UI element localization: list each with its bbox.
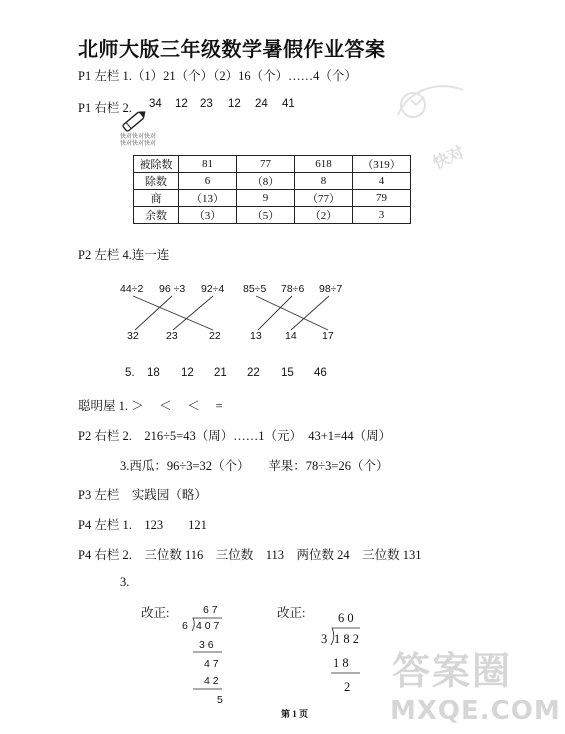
p1-right-value: 12 [175,98,188,110]
div1-sub2: 4 2 [204,675,219,687]
match-bottom-3: 22 [209,330,221,342]
q5-value: 22 [247,367,260,379]
watermark-url: MXQE.COM [390,696,561,726]
q5-value: 12 [181,367,194,379]
q5-value: 21 [214,367,227,379]
div2-divisor: 3 [321,632,328,646]
div1-sub1: 3 6 [199,639,214,651]
table-cell: 余数 [134,207,179,224]
table-cell: 6 [179,173,237,190]
div2-quotient: 6 0 [338,611,354,625]
table-cell: （2） [295,207,353,224]
watermark-corner-text: 快对 [429,142,467,173]
q5-value: 46 [314,367,327,379]
table-cell: 除数 [134,173,179,190]
p3-left: P3 左栏 实践园（略） [78,488,207,502]
table-cell: 3 [353,207,411,224]
correction-label: 改正: [141,606,170,620]
div1-divisor: 6 [182,620,188,632]
table-cell: 4 [353,173,411,190]
match-top-6: 98÷7 [319,283,343,295]
page-number: 第 1 页 [281,709,309,719]
smart-room: 聪明屋 1. ＞ ＜ ＜ = [78,399,223,413]
match-top-4: 85÷5 [243,283,267,295]
div2-remainder: 2 [344,680,351,694]
match-bottom-4: 13 [250,330,262,342]
match-bottom-1: 32 [127,330,139,342]
p1-right-value: 12 [228,98,241,110]
table-cell: （319） [353,156,411,173]
watermark-logo: 答案圈 [392,649,513,693]
match-top-2: 96 ÷3 [159,283,186,295]
table-cell: （5） [237,207,295,224]
table-cell: （8） [237,173,295,190]
p4-left: P4 左栏 1. 123 121 [78,518,207,532]
pen-sticker-text: 快对快对快对 快对快对快对 [120,133,157,147]
p2-right-3: 3.西瓜：96÷3=32（个） 苹果：78÷3=26（个） [120,459,389,473]
match-top-5: 78÷6 [281,283,305,295]
table-cell: 79 [353,190,411,207]
div1-quotient: 6 7 [203,604,218,616]
correction-label-2: 改正: [277,606,306,620]
p2-right-2: P2 右栏 2. 216÷5=43（周）……1（元） 43+1=44（周） [78,429,392,443]
q5-value: 15 [281,367,294,379]
p1-left: P1 左栏 1.（1）21（个）（2）16（个）……4（个） [78,69,357,83]
page-title: 北师大版三年级数学暑假作业答案 [78,37,386,61]
div1-r1: 4 7 [204,658,219,670]
table-cell: 被除数 [134,156,179,173]
p4-q3: 3. [120,575,130,589]
table-cell: （13） [179,190,237,207]
table-cell: 81 [179,156,237,173]
match-bottom-6: 17 [322,330,334,342]
p1-right-value: 23 [200,98,213,110]
match-top-1: 44÷2 [120,283,144,295]
table-cell: 618 [295,156,353,173]
p1-right-value: 24 [255,98,268,110]
q5-label: 5. [125,367,135,379]
div1-dividend: 4 0 7 [196,620,220,632]
match-top-3: 92÷4 [201,283,225,295]
table-cell: 商 [134,190,179,207]
table-cell: （77） [295,190,353,207]
p1-right-label: P1 右栏 2. [78,101,132,115]
p1-right-value: 34 [149,98,162,110]
table-cell: （3） [179,207,237,224]
match-bottom-2: 23 [166,330,178,342]
table-cell: 8 [295,173,353,190]
div2-sub1: 1 8 [333,656,349,670]
match-bottom-5: 14 [285,330,297,342]
p1-right-value: 41 [282,98,295,110]
q5-value: 18 [147,367,160,379]
table-cell: 9 [237,190,295,207]
table-cell: 77 [237,156,295,173]
div1-remainder: 5 [217,694,223,706]
div2-dividend: 1 8 2 [334,632,359,646]
p4-right-2: P4 右栏 2. 三位数 116 三位数 113 两位数 24 三位数 131 [78,548,422,562]
p2-left: P2 左栏 4.连一连 [78,248,170,262]
